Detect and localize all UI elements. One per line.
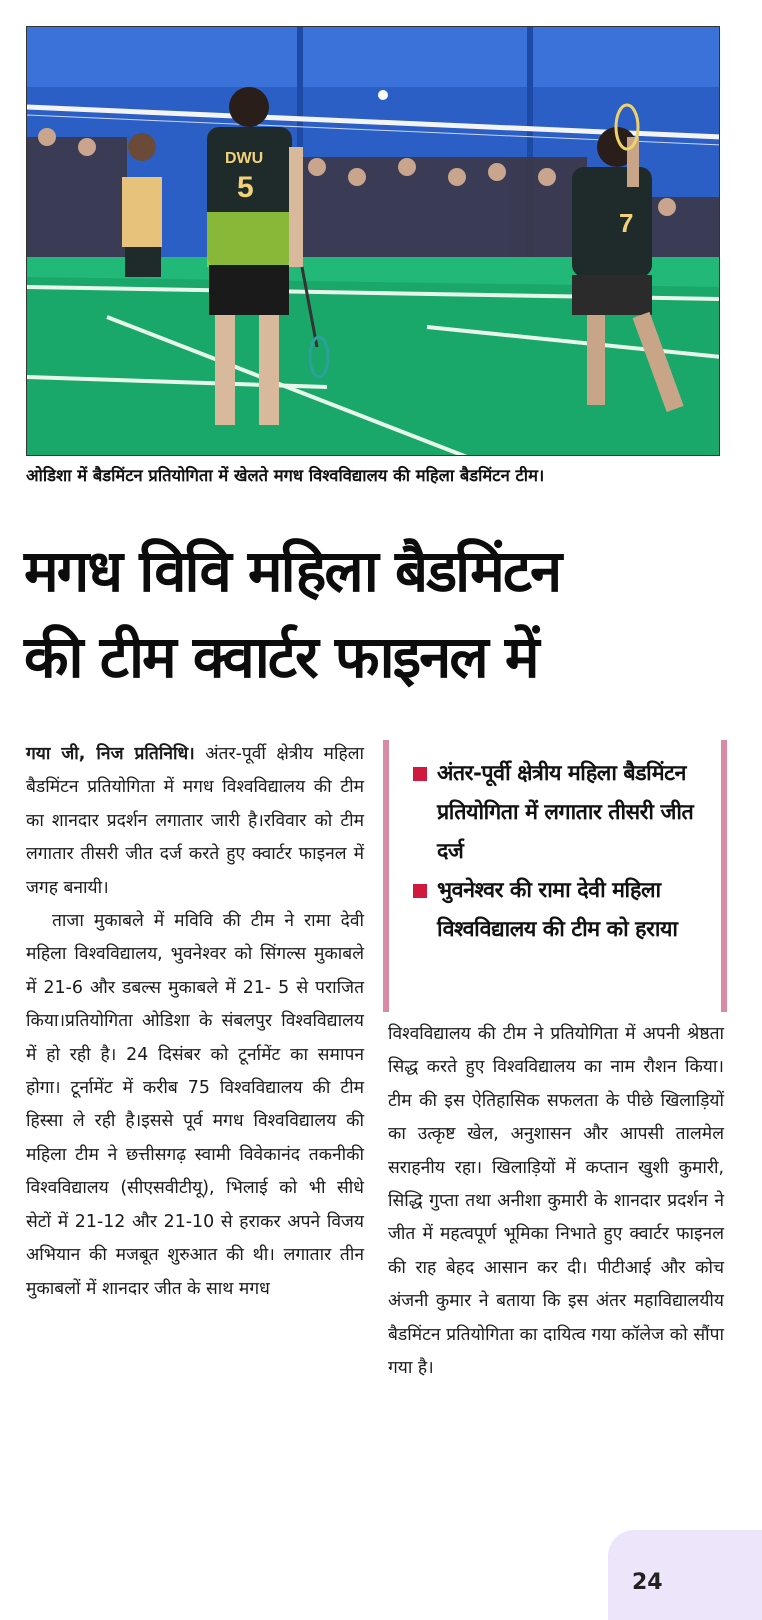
highlights-box <box>383 740 727 1012</box>
article-column-left <box>26 738 364 1306</box>
badminton-match-illustration <box>27 27 720 456</box>
square-bullet-icon <box>413 884 427 898</box>
article-column-right <box>388 1018 724 1385</box>
highlight-text-1: अंतर-पूर्वी क्षेत्रीय महिला बैडमिंटन प्रतियोगिता में लगातार तीसरी जीत दर्ज <box>437 761 694 864</box>
square-bullet-icon <box>413 767 427 781</box>
highlight-text-2: भुवनेश्वर की रामा देवी महिला विश्वविद्यालय की टीम को हराया <box>437 878 678 942</box>
article-paragraph-2: ताजा मुकाबले में मविवि की टीम ने रामा देवी महिला विश्वविद्यालय, भुवनेश्वर को सिंगल्स मुकाबले में 21-6 और डबल्स मुकाबले में 21- 5 से पराजित किया।प्रतियोगिता ओडिशा के संबलपुर विश्वविद्यालय में हो रही है। 24 दिसंबर को टूर्नामेंट का समापन होगा। टूर्नामेंट में करीब 75 विश्वविद्यालय की टीम हिस्सा ले रही है।इससे पूर्व मगध विश्वविद्यालय की महिला टीम ने छत्तीसगढ़ स्वामी विवेकानंद तकनीकी विश्वविद्यालय (सीएसवीटीयू), भिलाई को भी सीधे सेटों में 21-12 और 21-10 से हराकर अपने विजय अभियान की मजबूत शुरुआत की थी। लगातार तीन मुकाबलों में शानदार जीत के साथ मगध <box>26 911 364 1299</box>
headline <box>24 528 738 700</box>
page-indicator-badge[interactable] <box>608 1530 762 1620</box>
jersey-left-text: DWU <box>225 150 264 167</box>
page-indicator-text: 24 <box>632 1570 663 1595</box>
paragraph-1-text: अंतर-पूर्वी क्षेत्रीय महिला बैडमिंटन प्रतियोगिता में मगध विश्वविद्यालय की टीम का शानदार प्रदर्शन लगातार जारी है।रविवार को टीम लगातार तीसरी जीत दर्ज करते हुए क्वार्टर फाइनल में जगह बनायी। <box>26 744 364 898</box>
jersey-left-number: 5 <box>237 171 254 204</box>
dateline: गया जी, निज प्रतिनिधि। <box>26 744 195 764</box>
news-photo <box>26 26 720 456</box>
headline-line-1: मगध विवि महिला बैडमिंटन <box>24 537 561 605</box>
highlight-item <box>389 871 721 949</box>
highlight-item <box>389 754 721 871</box>
article-paragraph-3: विश्वविद्यालय की टीम ने प्रतियोगिता में अपनी श्रेष्ठता सिद्ध करते हुए विश्वविद्यालय का नाम रौशन किया। टीम की इस ऐतिहासिक सफलता के पीछे खिलाड़ियों का उत्कृष्ट खेल, अनुशासन और आपसी तालमेल सराहनीय रहा। खिलाड़ियों में कप्तान खुशी कुमारी, सिद्धि गुप्ता तथा अनीशा कुमारी के शानदार प्रदर्शन ने जीत में महत्वपूर्ण भूमिका निभाते हुए क्वार्टर फाइनल की राह बेहद आसान कर दी। पीटीआई और कोच अंजनी कुमार ने बताया कि इस अंतर महाविद्यालयीय बैडमिंटन प्रतियोगिता का दायित्व गया कॉलेज को सौंपा गया है। <box>388 1024 724 1379</box>
headline-line-2: की टीम क्वार्टर फाइनल में <box>24 623 538 691</box>
article-paragraph-1 <box>26 738 364 905</box>
jersey-right-number: 7 <box>619 208 634 238</box>
photo-caption: ओडिशा में बैडमिंटन प्रतियोगिता में खेलते मगध विश्वविद्यालय की महिला बैडमिंटन टीम। <box>26 466 545 485</box>
